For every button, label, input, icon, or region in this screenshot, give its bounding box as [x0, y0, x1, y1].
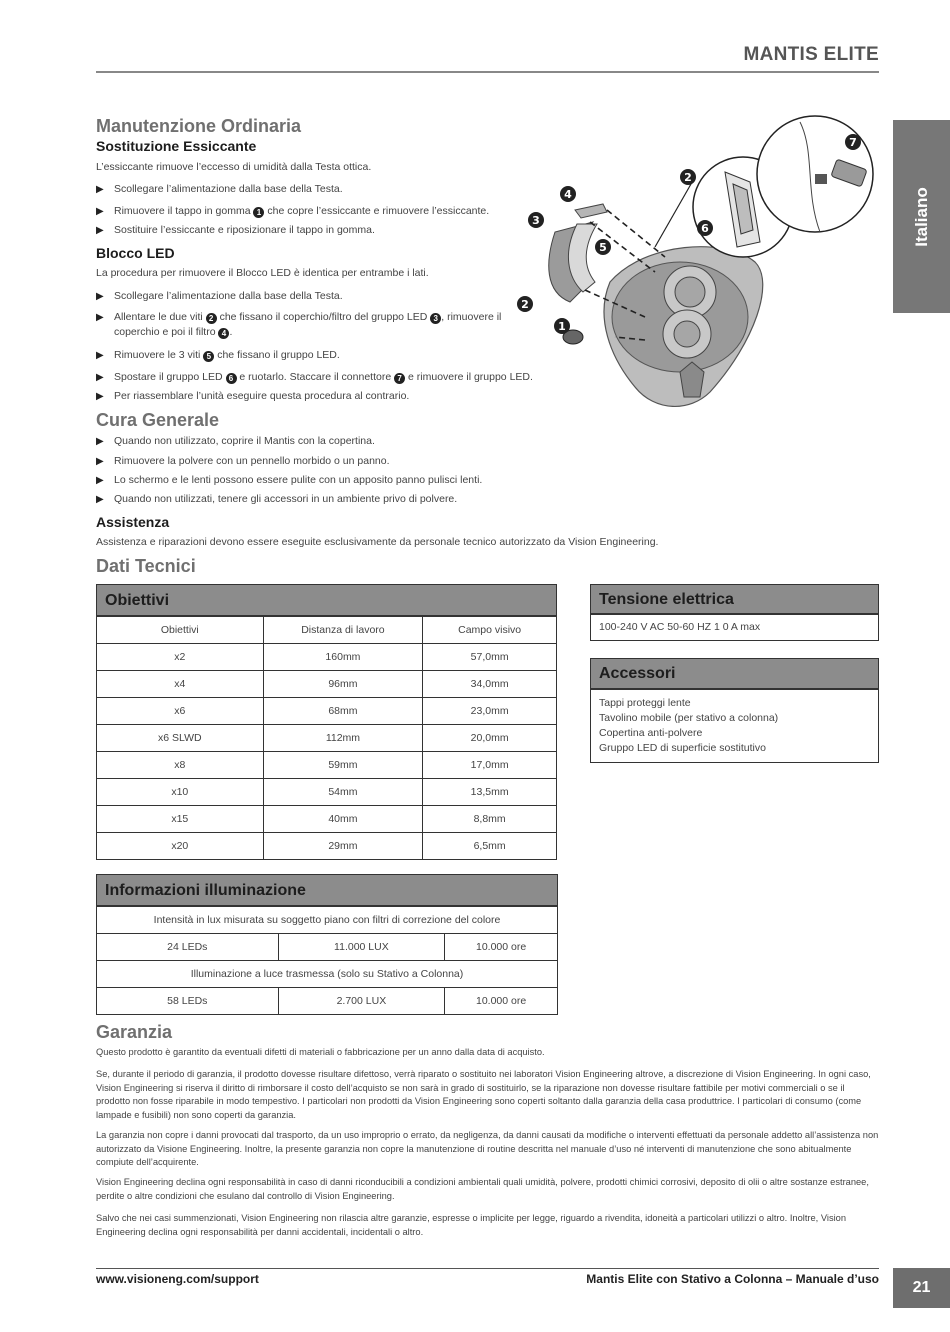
- lens-lower-inner: [674, 321, 700, 347]
- step-text: che fissano il gruppo LED.: [217, 349, 340, 361]
- footer-divider: [96, 1268, 879, 1269]
- callout-3-label: 3: [532, 214, 540, 227]
- accessory-item: Gruppo LED di superficie sostitutivo: [599, 742, 766, 754]
- table-cell: x4: [97, 671, 264, 698]
- care-item: ▶ Quando non utilizzati, tenere gli accessori in un ambiente privo di polvere.: [96, 492, 457, 507]
- table-cell: 68mm: [263, 698, 423, 725]
- table-row: [97, 907, 558, 934]
- lighting-table: [96, 906, 558, 1015]
- accessory-item: Tappi proteggi lente: [599, 697, 691, 709]
- warranty-paragraph: Questo prodotto è garantito da eventuali difetti di materiali o fabbricazione per un anno dalla data di acquisto.: [96, 1047, 545, 1057]
- table-cell: x6: [97, 698, 264, 725]
- care-item: ▶ Lo schermo e le lenti possono essere pulite con un apposito panno pulisci lenti.: [96, 473, 482, 488]
- table-cell: 40mm: [263, 806, 423, 833]
- table-header-row: [97, 617, 557, 644]
- desiccant-step-2: [96, 204, 489, 219]
- table-cell: 17,0mm: [423, 752, 557, 779]
- table-row: [97, 833, 557, 860]
- table-cell: 57,0mm: [423, 644, 557, 671]
- column-header: Distanza di lavoro: [263, 617, 423, 644]
- step-text: Rimuovere le 3 viti: [114, 349, 201, 361]
- lighting-table-title: Informazioni illuminazione: [96, 874, 558, 906]
- led-block-diagram: [515, 112, 887, 432]
- callout-2-label: 2: [521, 298, 529, 311]
- table-cell: 20,0mm: [423, 725, 557, 752]
- callout-2-zoom-label: 2: [684, 171, 692, 184]
- care-item: ▶ Quando non utilizzato, coprire il Mantis con la copertina.: [96, 434, 375, 449]
- step-text: coperchio e poi il filtro: [114, 326, 216, 338]
- clip-part: [575, 204, 607, 218]
- table-cell: 8,8mm: [423, 806, 557, 833]
- step-text: che fissano il coperchio/filtro del gruppo LED: [219, 311, 428, 323]
- table-row: [97, 806, 557, 833]
- footer-url[interactable]: www.visioneng.com/support: [96, 1272, 259, 1286]
- callout-badge: 7: [394, 373, 405, 384]
- table-cell: 2.700 LUX: [278, 988, 445, 1015]
- table-cell: x15: [97, 806, 264, 833]
- accessories-title: Accessori: [590, 658, 879, 689]
- objectives-table-title: Obiettivi: [96, 584, 557, 616]
- table-cell: x10: [97, 779, 264, 806]
- table-cell: 112mm: [263, 725, 423, 752]
- callout-badge: 1: [253, 207, 264, 218]
- table-cell: 6,5mm: [423, 833, 557, 860]
- table-cell: 10.000 ore: [445, 988, 558, 1015]
- table-row: [97, 752, 557, 779]
- warranty-paragraph: Vision Engineering declina ogni responsabilità in caso di danni riconducibili a condizioni ambientali quali umidità, polvere, prodotti chimici corrosivi, deposito di olii o altre sostanze estranee, perdite o altre condizioni che esulano dal controllo di Vision Engineering.: [96, 1177, 869, 1201]
- column-header: Campo visivo: [423, 617, 557, 644]
- table-caption: Intensità in lux misurata su soggetto piano con filtri di correzione del colore: [97, 907, 558, 934]
- page-number: 21: [893, 1268, 950, 1308]
- footer-manual-title: Mantis Elite con Stativo a Colonna – Manuale d’uso: [586, 1272, 879, 1286]
- assistance-text: Assistenza e riparazioni devono essere eseguite esclusivamente da personale tecnico autorizzato da Vision Engineering.: [96, 536, 659, 548]
- callout-badge: 4: [218, 328, 229, 339]
- brand-title: MANTIS ELITE: [743, 44, 879, 65]
- desiccant-intro: L’essiccante rimuove l’eccesso di umidità dalla Testa ottica.: [96, 161, 372, 173]
- zoom-leader: [655, 177, 695, 247]
- table-cell: 24 LEDs: [97, 934, 279, 961]
- step-text: che copre l’essiccante e rimuovere l’essiccante.: [267, 205, 490, 217]
- leader-line: [607, 210, 665, 257]
- lens-upper-inner: [675, 277, 705, 307]
- table-cell: 34,0mm: [423, 671, 557, 698]
- table-cell: 59mm: [263, 752, 423, 779]
- table-row: [97, 988, 558, 1015]
- table-cell: x2: [97, 644, 264, 671]
- warranty-title: Garanzia: [96, 1022, 173, 1042]
- specs-title: Dati Tecnici: [96, 556, 196, 576]
- table-row: [97, 698, 557, 725]
- table-cell: 54mm: [263, 779, 423, 806]
- accessory-item: Copertina anti-polvere: [599, 727, 703, 739]
- step-text: Allentare le due viti: [114, 311, 203, 323]
- table-row: [97, 671, 557, 698]
- desiccant-step-1: ▶ Scollegare l’alimentazione dalla base della Testa.: [96, 182, 343, 197]
- step-text: e rimuovere il gruppo LED.: [408, 371, 533, 383]
- assistance-title: Assistenza: [96, 514, 170, 530]
- table-cell: 160mm: [263, 644, 423, 671]
- callout-badge: 5: [203, 351, 214, 362]
- led-step-2: [96, 310, 524, 340]
- table-cell: 13,5mm: [423, 779, 557, 806]
- connector-socket: [815, 174, 827, 184]
- table-cell: 10.000 ore: [445, 934, 558, 961]
- table-cell: x20: [97, 833, 264, 860]
- step-text: Rimuovere il tappo in gomma: [114, 205, 251, 217]
- step-text: Spostare il gruppo LED: [114, 371, 223, 383]
- table-row: [97, 725, 557, 752]
- warranty-paragraph: Salvo che nei casi summenzionati, Vision Engineering non rilascia altre garanzie, espresse o implicite per legge, riguardo a rivendita, idoneità a particolari utilizzi o altro. Inoltre, Vision Engineering declina ogni responsabilità per danni accidentali, incidentali o altro.: [96, 1213, 847, 1237]
- care-item: ▶ Rimuovere la polvere con un pennello morbido o un panno.: [96, 454, 390, 469]
- objectives-table: [96, 616, 557, 860]
- led-step-1: ▶ Scollegare l’alimentazione dalla base della Testa.: [96, 289, 343, 304]
- step-text: , rimuovere il: [441, 311, 502, 323]
- table-cell: 96mm: [263, 671, 423, 698]
- callout-badge: 6: [226, 373, 237, 384]
- step-text: .: [229, 326, 233, 338]
- led-step-5: ▶ Per riassemblare l’unità eseguire questa procedura al contrario.: [96, 389, 409, 404]
- warranty-paragraph: Se, durante il periodo di garanzia, il prodotto dovesse risultare difettoso, verrà riparato o sostituito nei laboratori Vision Engineering altrove, a discrezione di Vision Engineering. In ogni caso, Vision Engineering si riserva il diritto di rimborsare il costo dell’acquisto se non sarà in grado di sostituirlo, se la riparazione non dovesse risultare fattibile per motivi commerciali o se il prodotto non fosse riparabile in modo tempestivo. I particolari non prodotti da Vision Engineering sono coperti soltanto dalla garanzia della casa produttrice. I particolari di consumo (come lampade e fusibili) non sono coperti da garanzia.: [96, 1069, 871, 1120]
- language-tab-label: Italiano: [911, 186, 931, 247]
- voltage-value: 100-240 V AC 50-60 HZ 1 0 A max: [590, 614, 879, 641]
- header-divider: [96, 71, 879, 73]
- callout-badge: 2: [206, 313, 217, 324]
- table-cell: x8: [97, 752, 264, 779]
- led-intro: La procedura per rimuovere il Blocco LED è identica per entrambe i lati.: [96, 267, 429, 279]
- step-text: e ruotarlo. Staccare il connettore: [239, 371, 392, 383]
- table-cell: 29mm: [263, 833, 423, 860]
- led-step-4: [96, 370, 533, 385]
- voltage-title: Tensione elettrica: [590, 584, 879, 614]
- care-title: Cura Generale: [96, 410, 220, 430]
- table-cell: 58 LEDs: [97, 988, 279, 1015]
- callout-7-label: 7: [849, 136, 857, 149]
- callout-badge: 3: [430, 313, 441, 324]
- callout-6-label: 6: [701, 222, 709, 235]
- table-row: [97, 779, 557, 806]
- accessory-item: Tavolino mobile (per stativo a colonna): [599, 712, 779, 724]
- table-row: [97, 934, 558, 961]
- table-cell: x6 SLWD: [97, 725, 264, 752]
- table-cell: 23,0mm: [423, 698, 557, 725]
- callout-5-label: 5: [599, 241, 607, 254]
- table-cell: 11.000 LUX: [278, 934, 445, 961]
- maintenance-title: Manutenzione Ordinaria: [96, 116, 302, 136]
- callout-4-label: 4: [564, 188, 572, 201]
- table-row: [97, 961, 558, 988]
- accessories-list: [590, 689, 879, 763]
- warranty-paragraph: La garanzia non copre i danni provocati dal trasporto, da un uso improprio o errato, da negligenza, da danni causati da modifiche o interventi effettuati da personale addetto all’assistenza non autorizzato da Visione Engineering. Inoltre, la presente garanzia non copre la manutenzione di routine descritta nel manuale d’uso né interventi di manutenzione che sono abitualmente compiute dell’acquirente.: [96, 1130, 879, 1167]
- table-caption: Illuminazione a luce trasmessa (solo su Stativo a Colonna): [97, 961, 558, 988]
- desiccant-step-3: ▶ Sostituire l’essiccante e riposizionare il tappo in gomma.: [96, 223, 375, 238]
- led-title: Blocco LED: [96, 245, 175, 261]
- led-step-3: [96, 348, 340, 363]
- language-tab: [893, 120, 950, 313]
- table-row: [97, 644, 557, 671]
- column-header: Obiettivi: [97, 617, 264, 644]
- desiccant-title: Sostituzione Essiccante: [96, 138, 257, 154]
- callout-1-label: 1: [558, 320, 566, 333]
